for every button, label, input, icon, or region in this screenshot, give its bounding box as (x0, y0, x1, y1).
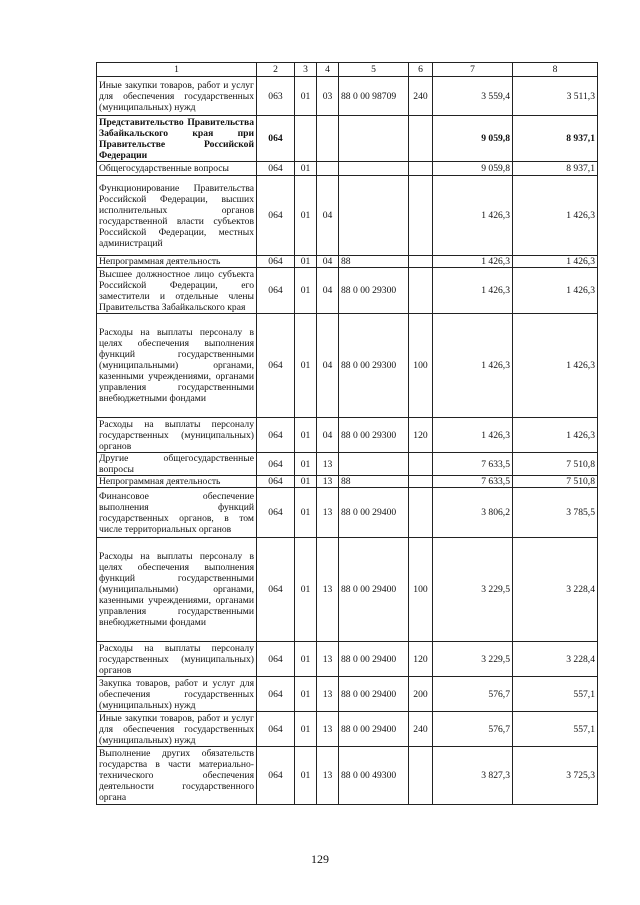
table-row (97, 256, 598, 268)
table-row (97, 314, 598, 418)
chapter-code: 064 (257, 176, 295, 256)
chapter-code: 064 (257, 162, 295, 176)
header-cell: 8 (513, 63, 598, 77)
amount-executed: 557,1 (513, 677, 598, 712)
row-name: Расходы на выплаты персоналу в целях обеспечения выполнения функций государственными (муниципальными) органами, казенными учреждениями, органами управления государственными внебюджетными фондами (97, 538, 257, 642)
expense-type (409, 256, 433, 268)
section-code: 01 (295, 176, 317, 256)
amount-approved: 1 426,3 (433, 268, 513, 314)
target-article: 88 0 00 98709 (339, 77, 409, 116)
chapter-code: 064 (257, 476, 295, 488)
expense-type: 200 (409, 677, 433, 712)
expense-type: 100 (409, 538, 433, 642)
expense-type (409, 476, 433, 488)
row-name: Иные закупки товаров, работ и услуг для обеспечения государственных (муниципальных) нужд (97, 712, 257, 747)
page-number: 129 (311, 852, 329, 866)
table-row (97, 268, 598, 314)
chapter-code: 064 (257, 418, 295, 453)
subsection-code: 04 (317, 256, 339, 268)
section-code: 01 (295, 538, 317, 642)
row-name: Иные закупки товаров, работ и услуг для обеспечения государственных (муниципальных) нужд (97, 77, 257, 116)
target-article: 88 0 00 29400 (339, 538, 409, 642)
row-name: Непрограммная деятельность (97, 476, 257, 488)
section-code: 01 (295, 453, 317, 476)
section-code (295, 116, 317, 162)
header-cell: 6 (409, 63, 433, 77)
chapter-code: 064 (257, 268, 295, 314)
section-code: 01 (295, 162, 317, 176)
amount-approved: 1 426,3 (433, 314, 513, 418)
chapter-code: 064 (257, 642, 295, 677)
table-row (97, 677, 598, 712)
chapter-code: 064 (257, 677, 295, 712)
amount-executed: 7 510,8 (513, 476, 598, 488)
chapter-code: 064 (257, 538, 295, 642)
section-code: 01 (295, 418, 317, 453)
subsection-code: 03 (317, 77, 339, 116)
budget-table (96, 62, 598, 805)
target-article: 88 (339, 476, 409, 488)
row-name: Представительство Правительства Забайкальского края при Правительстве Российской Федерации (97, 116, 257, 162)
target-article: 88 (339, 256, 409, 268)
table-row (97, 77, 598, 116)
amount-executed: 3 228,4 (513, 642, 598, 677)
subsection-code: 13 (317, 488, 339, 538)
subsection-code (317, 162, 339, 176)
chapter-code: 064 (257, 747, 295, 805)
chapter-code: 064 (257, 256, 295, 268)
amount-approved: 3 229,5 (433, 642, 513, 677)
table-row (97, 476, 598, 488)
target-article: 88 0 00 29300 (339, 314, 409, 418)
section-code: 01 (295, 712, 317, 747)
section-code: 01 (295, 256, 317, 268)
amount-executed: 3 511,3 (513, 77, 598, 116)
expense-type (409, 453, 433, 476)
section-code: 01 (295, 747, 317, 805)
target-article: 88 0 00 29400 (339, 712, 409, 747)
row-name: Высшее должностное лицо субъекта Российской Федерации, его заместители и отдельные члены Правительства Забайкальского края (97, 268, 257, 314)
expense-type (409, 747, 433, 805)
amount-executed: 3 228,4 (513, 538, 598, 642)
section-code: 01 (295, 476, 317, 488)
target-article (339, 453, 409, 476)
subsection-code: 13 (317, 538, 339, 642)
expense-type (409, 268, 433, 314)
expense-type: 240 (409, 77, 433, 116)
target-article: 88 0 00 29300 (339, 418, 409, 453)
subsection-code: 13 (317, 453, 339, 476)
subsection-code: 13 (317, 677, 339, 712)
amount-approved: 3 806,2 (433, 488, 513, 538)
amount-approved: 9 059,8 (433, 162, 513, 176)
subsection-code: 13 (317, 476, 339, 488)
amount-executed: 8 937,1 (513, 162, 598, 176)
target-article: 88 0 00 29400 (339, 488, 409, 538)
table-row (97, 538, 598, 642)
subsection-code: 04 (317, 268, 339, 314)
expense-type (409, 488, 433, 538)
table-body (97, 63, 598, 805)
table-row (97, 162, 598, 176)
amount-approved: 3 559,4 (433, 77, 513, 116)
target-article (339, 116, 409, 162)
amount-approved: 9 059,8 (433, 116, 513, 162)
chapter-code: 064 (257, 314, 295, 418)
table-row (97, 642, 598, 677)
chapter-code: 063 (257, 77, 295, 116)
table-row (97, 712, 598, 747)
target-article: 88 0 00 29300 (339, 268, 409, 314)
header-cell: 1 (97, 63, 257, 77)
header-cell: 4 (317, 63, 339, 77)
chapter-code: 064 (257, 116, 295, 162)
expense-type: 100 (409, 314, 433, 418)
subsection-code: 04 (317, 314, 339, 418)
table-row (97, 116, 598, 162)
expense-type: 120 (409, 642, 433, 677)
subsection-code: 13 (317, 642, 339, 677)
amount-executed: 3 785,5 (513, 488, 598, 538)
table-row (97, 418, 598, 453)
header-cell: 7 (433, 63, 513, 77)
amount-executed: 1 426,3 (513, 314, 598, 418)
section-code: 01 (295, 268, 317, 314)
amount-approved: 1 426,3 (433, 418, 513, 453)
header-cell: 5 (339, 63, 409, 77)
expense-type: 240 (409, 712, 433, 747)
amount-approved: 3 229,5 (433, 538, 513, 642)
amount-approved: 1 426,3 (433, 176, 513, 256)
row-name: Расходы на выплаты персоналу государственных (муниципальных) органов (97, 418, 257, 453)
amount-executed: 1 426,3 (513, 268, 598, 314)
table-row (97, 453, 598, 476)
chapter-code: 064 (257, 453, 295, 476)
amount-approved: 576,7 (433, 712, 513, 747)
row-name: Закупка товаров, работ и услуг для обеспечения государственных (муниципальных) нужд (97, 677, 257, 712)
target-article (339, 176, 409, 256)
target-article (339, 162, 409, 176)
section-code: 01 (295, 642, 317, 677)
expense-type (409, 162, 433, 176)
amount-executed: 1 426,3 (513, 256, 598, 268)
chapter-code: 064 (257, 488, 295, 538)
subsection-code: 04 (317, 418, 339, 453)
header-row (97, 63, 598, 77)
row-name: Непрограммная деятельность (97, 256, 257, 268)
amount-executed: 1 426,3 (513, 418, 598, 453)
amount-executed: 1 426,3 (513, 176, 598, 256)
amount-approved: 1 426,3 (433, 256, 513, 268)
row-name: Расходы на выплаты персоналу в целях обеспечения выполнения функций государственными (муниципальными) органами, казенными учреждениями, органами управления государственными внебюджетными фондами (97, 314, 257, 418)
section-code: 01 (295, 314, 317, 418)
row-name: Выполнение других обязательств государства в части материально-технического обеспечения деятельности государственного органа (97, 747, 257, 805)
table-row (97, 176, 598, 256)
amount-executed: 3 725,3 (513, 747, 598, 805)
section-code: 01 (295, 677, 317, 712)
target-article: 88 0 00 49300 (339, 747, 409, 805)
amount-approved: 576,7 (433, 677, 513, 712)
subsection-code (317, 116, 339, 162)
amount-executed: 7 510,8 (513, 453, 598, 476)
subsection-code: 13 (317, 712, 339, 747)
expense-type (409, 176, 433, 256)
table-row (97, 747, 598, 805)
header-cell: 3 (295, 63, 317, 77)
amount-approved: 7 633,5 (433, 453, 513, 476)
amount-executed: 8 937,1 (513, 116, 598, 162)
row-name: Расходы на выплаты персоналу государственных (муниципальных) органов (97, 642, 257, 677)
section-code: 01 (295, 488, 317, 538)
row-name: Функционирование Правительства Российской Федерации, высших исполнительных органов государственной власти субъектов Российской Федерации, местных администраций (97, 176, 257, 256)
row-name: Общегосударственные вопросы (97, 162, 257, 176)
section-code: 01 (295, 77, 317, 116)
header-cell: 2 (257, 63, 295, 77)
subsection-code: 13 (317, 747, 339, 805)
row-name: Другие общегосударственные вопросы (97, 453, 257, 476)
table-row (97, 488, 598, 538)
expense-type (409, 116, 433, 162)
target-article: 88 0 00 29400 (339, 642, 409, 677)
target-article: 88 0 00 29400 (339, 677, 409, 712)
chapter-code: 064 (257, 712, 295, 747)
subsection-code: 04 (317, 176, 339, 256)
amount-approved: 7 633,5 (433, 476, 513, 488)
amount-approved: 3 827,3 (433, 747, 513, 805)
expense-type: 120 (409, 418, 433, 453)
amount-executed: 557,1 (513, 712, 598, 747)
row-name: Финансовое обеспечение выполнения функций государственных органов, в том числе территориальных органов (97, 488, 257, 538)
